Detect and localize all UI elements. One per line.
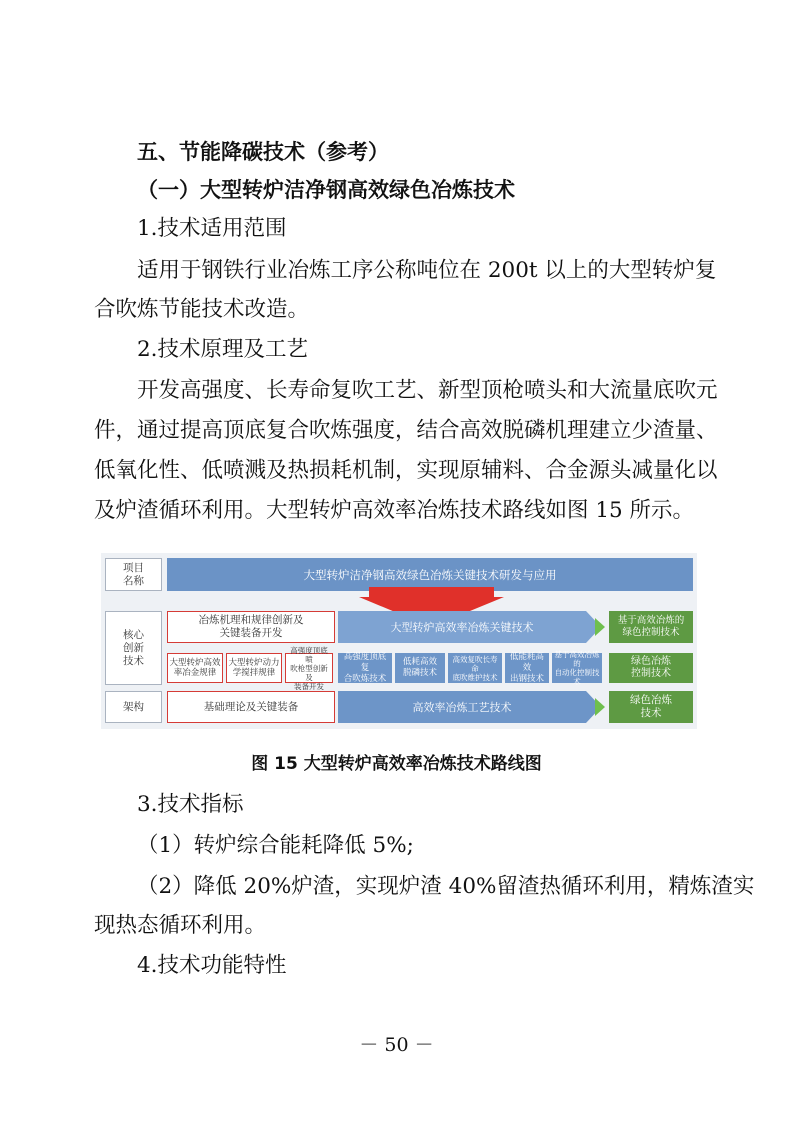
item1-body-line: 适用于钢铁行业冶炼工序公称吨位在 200t 以上的大型转炉复: [137, 258, 717, 283]
item3-point: （2）降低 20%炉渣，实现炉渣 40%留渣热循环利用，精炼渣实: [137, 874, 755, 899]
red-subbox: 大型转炉高效 率冶金规律: [167, 653, 223, 683]
process-banner: 高效率冶炼工艺技术: [412, 701, 512, 714]
subsection-heading: （一）大型转炉洁净钢高效绿色冶炼技术: [137, 178, 515, 202]
section-heading: 五、节能降碳技术（参考）: [137, 140, 389, 164]
green-smelting-tech-box: 绿色冶炼 技术: [609, 691, 693, 723]
green-smelting-control-box: 绿色冶炼 控制技术: [609, 653, 693, 683]
green-control-tech-box: 基于高效冶炼的 绿色控制技术: [609, 611, 693, 643]
blue-subbox: 高效复吹长寿命 底吹维护技术: [448, 653, 502, 683]
chevron-right-icon: [595, 618, 605, 636]
item2-body-line: 低氧化性、低喷溅及热损耗机制，实现原辅料、合金源头减量化以: [94, 458, 718, 483]
mechanism-innovation-box: 冶炼机理和规律创新及 关键装备开发: [167, 611, 335, 643]
item3-point: 现热态循环利用。: [94, 913, 267, 938]
project-banner: 大型转炉洁净钢高效绿色冶炼关键技术研发与应用: [167, 558, 693, 591]
row-label-project: 项目 名称: [105, 558, 162, 591]
item3-point: （1）转炉综合能耗降低 5%;: [137, 833, 414, 858]
item2-title: 2.技术原理及工艺: [137, 337, 309, 362]
row-label-core: 核心 创新 技术: [105, 611, 162, 685]
blue-subbox: 基于高效冶炼的 自动化控制技术: [552, 653, 602, 683]
item1-title: 1.技术适用范围: [137, 216, 287, 241]
red-subbox: 大型转炉动力 学搅拌规律: [226, 653, 282, 683]
item1-body-line: 合吹炼节能技术改造。: [94, 297, 310, 322]
item2-body-line: 及炉渣循环利用。大型转炉高效率冶炼技术路线如图 15 所示。: [94, 498, 695, 523]
blue-subbox: 低能耗高效 出钢技术: [505, 653, 549, 683]
page-number: － 50 －: [359, 1034, 434, 1056]
red-subbox: 高强度顶底喷 吹枪型创新及 装备开发: [285, 653, 333, 683]
item2-body-line: 开发高强度、长寿命复吹工艺、新型顶枪喷头和大流量底吹元: [137, 378, 718, 403]
technology-route-diagram: [101, 553, 697, 729]
blue-subbox: 低耗高效 脱磷技术: [395, 653, 445, 683]
row-label-framework: 架构: [105, 691, 162, 723]
figure-caption: 图 15 大型转炉高效率冶炼技术路线图: [251, 754, 542, 774]
blue-subbox: 高强度顶底复 合吹炼技术: [338, 653, 392, 683]
basic-theory-box: 基础理论及关键装备: [167, 691, 335, 723]
chevron-right-icon: [595, 698, 605, 716]
item2-body-line: 件，通过提高顶底复合吹炼强度，结合高效脱磷机理建立少渣量、: [94, 418, 718, 443]
efficiency-banner: 大型转炉高效率冶炼关键技术: [390, 621, 534, 634]
item3-title: 3.技术指标: [137, 792, 244, 817]
item4-title: 4.技术功能特性: [137, 953, 287, 978]
